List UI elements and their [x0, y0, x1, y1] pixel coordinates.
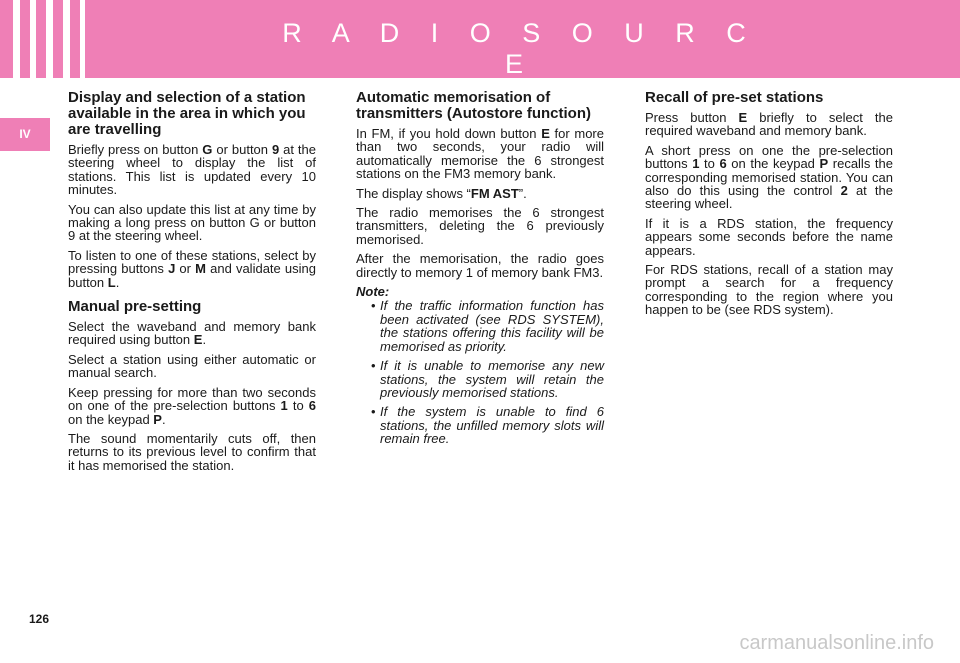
header-stripe: [63, 0, 70, 78]
paragraph: The radio memorises the 6 strongest transmitters, deleting the 6 previously memorised.: [356, 205, 604, 247]
paragraph: For RDS stations, recall of a station may prompt a search for a frequency corresponding to the region where you happen to be (see RDS system).: [645, 262, 893, 318]
section-heading-display-selection: Display and selection of a station available in the area in which you are travelling: [68, 89, 306, 138]
header-stripe: [30, 0, 36, 78]
paragraph: Select the waveband and memory bank required using button E.: [68, 319, 316, 348]
note-item: • If the system is unable to find 6 stations, the unfilled memory slots will remain free.: [371, 404, 604, 447]
chapter-tab: IV: [0, 118, 50, 151]
section-heading-autostore: Automatic memorisation of transmitters (Autostore function): [356, 89, 592, 122]
paragraph: A short press on one the pre-selection buttons 1 to 6 on the keypad P recalls the corresponding memorised station. You can also do this using the control 2 at the steering wheel.: [645, 142, 893, 212]
bullet-icon: •: [371, 298, 376, 314]
note-label: Note:: [356, 284, 390, 300]
column-right: [645, 90, 893, 323]
paragraph: In FM, if you hold down button E for more than two seconds, your radio will automatically memorise the 6 strongest stations on the FM3 memory bank.: [356, 126, 604, 182]
paragraph: The display shows “FM AST”.: [356, 185, 527, 201]
header-stripe: [80, 0, 85, 78]
page-title: R A D I O S O U R C E: [282, 18, 758, 79]
paragraph: Select a station using either automatic or manual search.: [68, 351, 316, 381]
note-item: • If it is unable to memorise any new stations, the system will retain the previously memorised stations.: [371, 358, 604, 400]
section-heading-manual-presetting: Manual pre-setting: [68, 298, 202, 316]
watermark[interactable]: carmanualsonline.info: [739, 632, 934, 654]
page-number: 126: [29, 612, 50, 626]
paragraph: Briefly press on button G or button 9 at the steering wheel to display the list of stations. This list is updated every 10 minutes.: [68, 142, 317, 198]
paragraph: The sound momentarily cuts off, then returns to its previous level to confirm that it has memorised the station.: [68, 430, 316, 473]
paragraph: Keep pressing for more than two seconds on one of the pre-selection buttons 1 to 6 on the keypad P.: [68, 384, 316, 427]
note-list: [356, 299, 604, 445]
header-banner: [0, 0, 960, 78]
header-stripe: [13, 0, 20, 78]
column-middle: [356, 90, 604, 452]
paragraph: You can also update this list at any time by making a long press on button G or button 9 at the steering wheel.: [68, 201, 316, 244]
section-heading-recall-presets: Recall of pre-set stations: [645, 89, 824, 106]
bullet-icon: •: [371, 358, 376, 374]
bullet-icon: •: [371, 404, 376, 420]
paragraph: After the memorisation, the radio goes directly to memory 1 of memory bank FM3.: [356, 251, 604, 280]
column-left: [68, 90, 316, 478]
header-stripe: [46, 0, 53, 78]
note-item: • If the traffic information function has been activated (see RDS SYSTEM), the stations offering this facility will be memorised as priority.: [371, 298, 604, 354]
paragraph: If it is a RDS station, the frequency appears some seconds before the name appears.: [645, 215, 893, 258]
paragraph: Press button E briefly to select the required waveband and memory bank.: [645, 110, 893, 139]
paragraph: To listen to one of these stations, select by pressing buttons J or M and validate using button L.: [68, 247, 316, 290]
